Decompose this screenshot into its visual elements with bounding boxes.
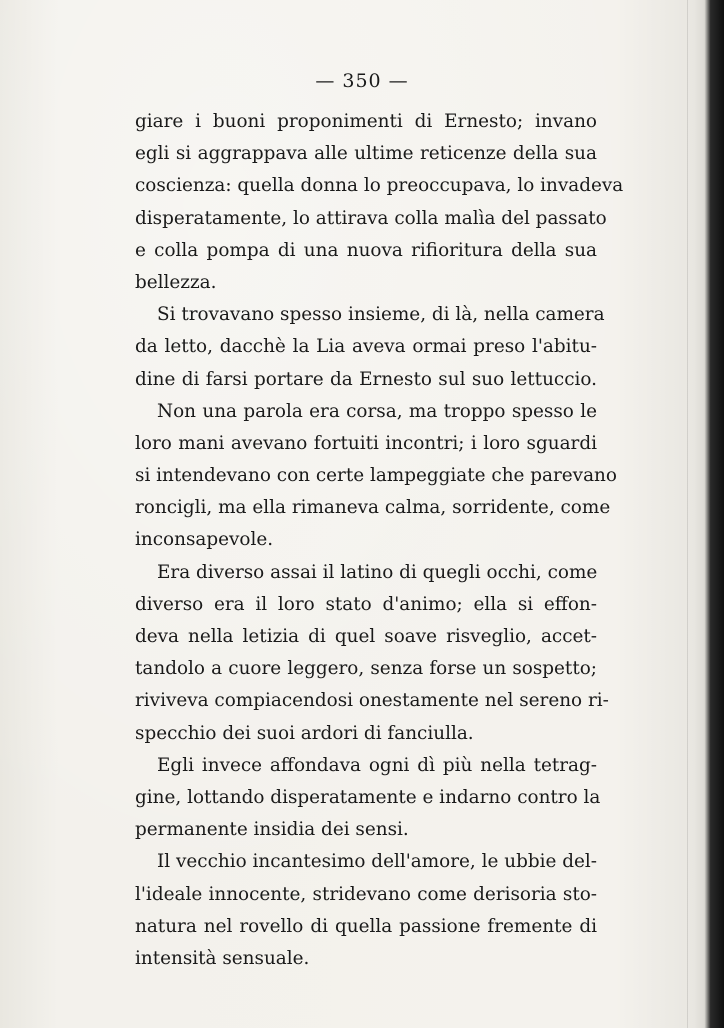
text-line: Era diverso assai il latino di quegli occhi, come bbox=[157, 561, 598, 583]
text-line: riviveva compiacendosi onestamente nel sereno ri- bbox=[135, 690, 609, 712]
text-line: loro mani avevano fortuiti incontri; i loro sguardi bbox=[135, 432, 597, 454]
text-line: Egli invece affondava ogni dì più nella tetrag- bbox=[157, 754, 597, 776]
text-line: l'ideale innocente, stridevano come derisoria sto- bbox=[135, 883, 597, 905]
text-line: Il vecchio incantesimo dell'amore, le ubbie del- bbox=[157, 851, 597, 873]
text-line: e colla pompa di una nuova rifioritura della sua bbox=[135, 239, 597, 261]
text-line: roncigli, ma ella rimaneva calma, sorridente, come bbox=[135, 497, 611, 519]
text-line: si intendevano con certe lampeggiate che parevano bbox=[135, 465, 617, 487]
text-line: diverso era il loro stato d'animo; ella si effon- bbox=[135, 593, 597, 615]
text-line: inconsapevole. bbox=[135, 529, 274, 551]
text-line: natura nel rovello di quella passione fremente di bbox=[135, 915, 597, 937]
text-line: intensità sensuale. bbox=[135, 947, 310, 969]
page-number: — 350 — bbox=[315, 70, 409, 92]
text-line: Si trovavano spesso insieme, di là, nella camera bbox=[157, 304, 605, 326]
book-binding-edge bbox=[694, 0, 724, 1028]
text-line: Non una parola era corsa, ma troppo spesso le bbox=[157, 400, 597, 422]
text-line: dine di farsi portare da Ernesto sul suo lettuccio. bbox=[135, 368, 597, 390]
text-line: da letto, dacchè la Lia aveva ormai preso l'abitu- bbox=[135, 336, 597, 358]
text-line: gine, lottando disperatamente e indarno contro la bbox=[135, 786, 601, 808]
text-line: disperatamente, lo attirava colla malìa del passato bbox=[135, 207, 607, 229]
text-line: giare i buoni proponimenti di Ernesto; invano bbox=[135, 111, 597, 132]
text-line: egli si aggrappava alle ultime reticenze della sua bbox=[135, 143, 597, 165]
text-line: bellezza. bbox=[135, 271, 217, 293]
text-line: permanente insidia dei sensi. bbox=[135, 819, 409, 841]
text-line: specchio dei suoi ardori di fanciulla. bbox=[135, 722, 474, 744]
body-text bbox=[135, 106, 624, 975]
page-fold-line bbox=[687, 0, 688, 1028]
text-line: coscienza: quella donna lo preoccupava, lo invadeva bbox=[135, 175, 624, 197]
text-line: deva nella letizia di quel soave risveglio, accet- bbox=[135, 626, 597, 647]
text-line: tandolo a cuore leggero, senza forse un sospetto; bbox=[135, 658, 597, 680]
